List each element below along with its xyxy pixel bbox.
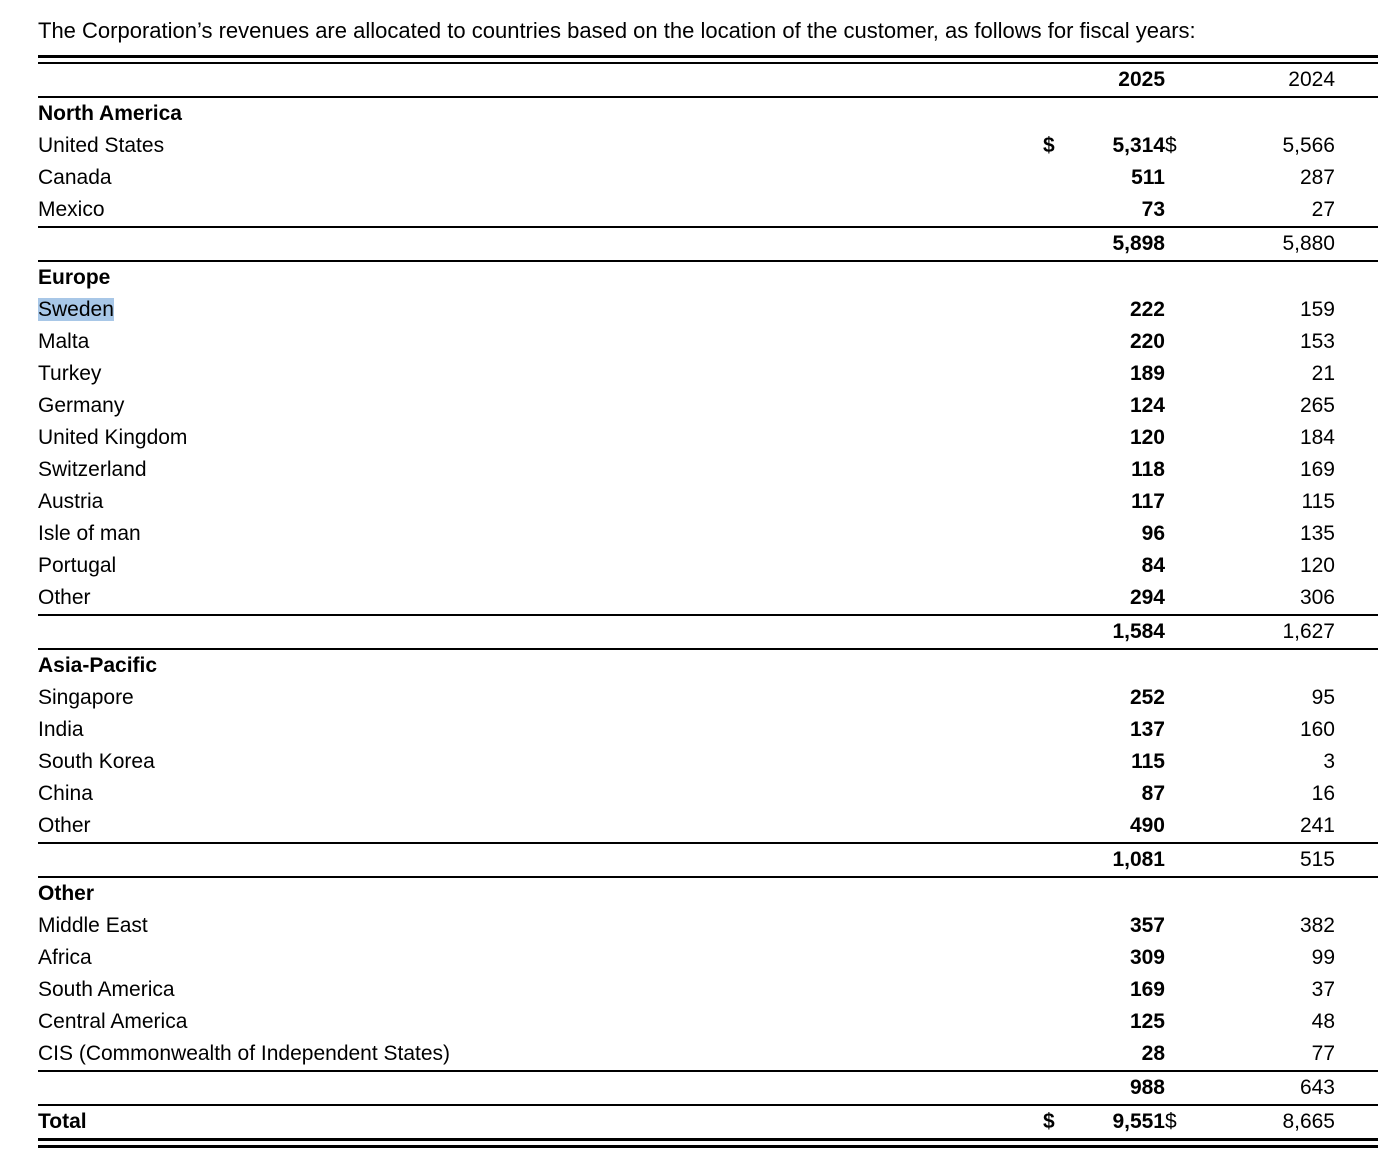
country-label-cell	[38, 1038, 1043, 1071]
subtotal-2024: 1,627	[1255, 615, 1335, 649]
value-2025: 73	[1141, 198, 1165, 221]
dollar-sign-2025	[1043, 582, 1088, 615]
country-name: Mexico	[38, 198, 105, 221]
total-2025: 9,551	[1112, 1110, 1165, 1133]
spacer-cell	[1335, 942, 1378, 974]
table-bottom-double-rule	[38, 1138, 1378, 1148]
spacer-cell	[1043, 615, 1088, 649]
dollar-sign-2025	[1043, 294, 1088, 326]
value-2024: 306	[1299, 586, 1335, 609]
value-2025: 87	[1141, 782, 1165, 805]
spacer-cell	[1165, 97, 1255, 130]
value-2025: 189	[1129, 362, 1165, 385]
spacer-cell	[1165, 877, 1255, 910]
value-2024: 160	[1299, 718, 1335, 741]
value-2024: 27	[1311, 198, 1335, 221]
section-header-row	[38, 261, 1378, 294]
dollar-sign-2025	[1043, 550, 1088, 582]
spacer-cell	[1335, 194, 1378, 227]
value-2025: 118	[1131, 458, 1165, 481]
country-name: Germany	[38, 394, 125, 417]
country-name: CIS (Commonwealth of Independent States)	[38, 1042, 451, 1065]
spacer-cell	[1165, 649, 1255, 682]
value-2024: 265	[1299, 394, 1335, 417]
dollar-sign-2025	[1043, 194, 1088, 227]
dollar-sign-2025	[1043, 162, 1088, 194]
revenue-table-body	[38, 64, 1378, 1138]
dollar-sign-2024	[1165, 974, 1255, 1006]
value-2025: 96	[1141, 522, 1165, 545]
section-header-row	[38, 877, 1378, 910]
country-row	[38, 1006, 1378, 1038]
dollar-sign-2025	[1043, 942, 1088, 974]
value-2025: 357	[1129, 914, 1165, 937]
country-label-cell	[38, 130, 1043, 162]
spacer-cell	[1255, 261, 1335, 294]
country-label-cell	[38, 810, 1043, 843]
country-label-cell	[38, 518, 1043, 550]
value-2025: 169	[1129, 978, 1165, 1001]
dollar-sign-2024	[1165, 582, 1255, 615]
subtotal-2024: 5,880	[1255, 227, 1335, 261]
value-2024: 21	[1311, 362, 1335, 385]
spacer-cell	[1335, 1038, 1378, 1071]
section-title: Asia-Pacific	[38, 654, 158, 677]
subtotal-label-cell	[38, 615, 1043, 649]
value-2024: 120	[1299, 554, 1335, 577]
dollar-sign-2024	[1165, 778, 1255, 810]
spacer-cell	[1255, 97, 1335, 130]
spacer-cell	[1335, 326, 1378, 358]
spacer-cell	[1335, 974, 1378, 1006]
dollar-sign-2025	[1043, 422, 1088, 454]
table-header-row	[38, 64, 1378, 97]
dollar-sign-2024	[1165, 326, 1255, 358]
country-row	[38, 422, 1378, 454]
value-2025: 137	[1129, 718, 1165, 741]
dollar-sign-2024	[1165, 358, 1255, 390]
spacer-cell	[1335, 615, 1378, 649]
dollar-sign-2024	[1165, 454, 1255, 486]
header-spacer-cell	[1335, 64, 1378, 97]
country-label-cell	[38, 942, 1043, 974]
dollar-sign-2024	[1165, 390, 1255, 422]
total-dollar-sign-2024: $	[1165, 1110, 1177, 1133]
country-row	[38, 390, 1378, 422]
country-label-cell	[38, 326, 1043, 358]
header-spacer-cell	[38, 64, 1043, 97]
dollar-sign-2024: $	[1165, 134, 1177, 157]
country-row	[38, 358, 1378, 390]
value-2024: 37	[1311, 978, 1335, 1001]
country-row	[38, 194, 1378, 227]
value-2025: 222	[1129, 298, 1165, 321]
value-2025: 120	[1129, 426, 1165, 449]
dollar-sign-2025	[1043, 910, 1088, 942]
dollar-sign-2025	[1043, 518, 1088, 550]
subtotal-2025: 5,898	[1088, 227, 1165, 261]
value-2024: 48	[1311, 1010, 1335, 1033]
country-name: Portugal	[38, 554, 117, 577]
subtotal-2025: 1,081	[1088, 843, 1165, 877]
spacer-cell	[1335, 162, 1378, 194]
spacer-cell	[1335, 130, 1378, 162]
revenue-by-country-table	[38, 64, 1378, 1138]
subtotal-row	[38, 843, 1378, 877]
subtotal-2024: 643	[1255, 1071, 1335, 1105]
country-label-cell	[38, 582, 1043, 615]
subtotal-label-cell	[38, 227, 1043, 261]
country-label-cell	[38, 550, 1043, 582]
spacer-cell	[1335, 227, 1378, 261]
country-label-cell	[38, 294, 1043, 326]
spacer-cell	[1335, 1071, 1378, 1105]
spacer-cell	[1088, 877, 1165, 910]
country-label-cell	[38, 390, 1043, 422]
highlighted-country-name: Sweden	[38, 298, 114, 321]
country-row	[38, 682, 1378, 714]
country-name: Middle East	[38, 914, 148, 937]
spacer-cell	[1335, 682, 1378, 714]
total-2024: 8,665	[1282, 1110, 1335, 1133]
country-row	[38, 746, 1378, 778]
value-2024: 287	[1299, 166, 1335, 189]
spacer-cell	[1165, 1071, 1255, 1105]
spacer-cell	[1335, 649, 1378, 682]
spacer-cell	[1088, 261, 1165, 294]
spacer-cell	[1043, 1071, 1088, 1105]
country-name: South America	[38, 978, 175, 1001]
country-name: Isle of man	[38, 522, 141, 545]
value-2024: 5,566	[1282, 134, 1335, 157]
country-label-cell	[38, 910, 1043, 942]
total-row	[38, 1105, 1378, 1138]
dollar-sign-2025	[1043, 358, 1088, 390]
country-name: Canada	[38, 166, 112, 189]
value-2024: 382	[1299, 914, 1335, 937]
country-name: Austria	[38, 490, 104, 513]
dollar-sign-2025: $	[1043, 134, 1055, 157]
subtotal-label-cell	[38, 1071, 1043, 1105]
spacer-cell	[1335, 746, 1378, 778]
country-row	[38, 1038, 1378, 1071]
country-name: Other	[38, 586, 91, 609]
country-label-cell	[38, 162, 1043, 194]
country-name: Turkey	[38, 362, 102, 385]
spacer-cell	[1335, 843, 1378, 877]
spacer-cell	[1043, 97, 1088, 130]
country-name: Other	[38, 814, 91, 837]
spacer-cell	[1335, 518, 1378, 550]
country-label-cell	[38, 1006, 1043, 1038]
spacer-cell	[1043, 649, 1088, 682]
spacer-cell	[1335, 910, 1378, 942]
section-header-row	[38, 97, 1378, 130]
dollar-sign-2024	[1165, 422, 1255, 454]
country-row	[38, 550, 1378, 582]
subtotal-label-cell	[38, 843, 1043, 877]
subtotal-row	[38, 1071, 1378, 1105]
value-2025: 220	[1129, 330, 1165, 353]
value-2025: 115	[1131, 750, 1165, 773]
country-row	[38, 942, 1378, 974]
column-header-2024: 2024	[1255, 64, 1335, 97]
spacer-cell	[1255, 649, 1335, 682]
country-row	[38, 454, 1378, 486]
subtotal-2025: 1,584	[1088, 615, 1165, 649]
value-2025: 5,314	[1112, 134, 1165, 157]
spacer-cell	[1335, 390, 1378, 422]
spacer-cell	[1335, 97, 1378, 130]
dollar-sign-2024	[1165, 682, 1255, 714]
value-2024: 3	[1323, 750, 1335, 773]
value-2025: 117	[1131, 490, 1165, 513]
country-name: Singapore	[38, 686, 134, 709]
dollar-sign-2024	[1165, 518, 1255, 550]
spacer-cell	[1165, 615, 1255, 649]
country-row	[38, 518, 1378, 550]
spacer-cell	[1335, 550, 1378, 582]
section-header-row	[38, 649, 1378, 682]
table-top-double-rule	[38, 55, 1378, 64]
spacer-cell	[1335, 778, 1378, 810]
country-label-cell	[38, 422, 1043, 454]
column-header-2025: 2025	[1088, 64, 1165, 97]
country-row	[38, 910, 1378, 942]
dollar-sign-2025	[1043, 454, 1088, 486]
country-name: Switzerland	[38, 458, 147, 481]
country-name: United States	[38, 134, 165, 157]
country-label-cell	[38, 746, 1043, 778]
total-label: Total	[38, 1110, 87, 1133]
header-spacer-cell	[1043, 64, 1088, 97]
value-2024: 169	[1299, 458, 1335, 481]
section-title: Europe	[38, 266, 111, 289]
dollar-sign-2025	[1043, 486, 1088, 518]
value-2025: 28	[1141, 1042, 1165, 1065]
value-2024: 135	[1299, 522, 1335, 545]
dollar-sign-2024	[1165, 746, 1255, 778]
dollar-sign-2025	[1043, 974, 1088, 1006]
spacer-cell	[1043, 843, 1088, 877]
dollar-sign-2024	[1165, 942, 1255, 974]
spacer-cell	[1335, 877, 1378, 910]
spacer-cell	[1043, 261, 1088, 294]
country-row	[38, 486, 1378, 518]
value-2024: 159	[1299, 298, 1335, 321]
dollar-sign-2024	[1165, 910, 1255, 942]
country-row	[38, 130, 1378, 162]
spacer-cell	[1255, 877, 1335, 910]
value-2024: 184	[1299, 426, 1335, 449]
value-2025: 511	[1131, 166, 1165, 189]
dollar-sign-2024	[1165, 162, 1255, 194]
country-label-cell	[38, 974, 1043, 1006]
dollar-sign-2025	[1043, 778, 1088, 810]
value-2025: 125	[1129, 1010, 1165, 1033]
spacer-cell	[1335, 810, 1378, 843]
dollar-sign-2025	[1043, 682, 1088, 714]
spacer-cell	[1335, 261, 1378, 294]
dollar-sign-2025	[1043, 390, 1088, 422]
spacer-cell	[1335, 1006, 1378, 1038]
country-row	[38, 974, 1378, 1006]
country-name: Africa	[38, 946, 92, 969]
value-2025: 294	[1129, 586, 1165, 609]
dollar-sign-2024	[1165, 1038, 1255, 1071]
country-row	[38, 326, 1378, 358]
total-dollar-sign-2025: $	[1043, 1110, 1055, 1133]
section-title: Other	[38, 882, 95, 905]
dollar-sign-2025	[1043, 326, 1088, 358]
spacer-cell	[1335, 358, 1378, 390]
spacer-cell	[1335, 486, 1378, 518]
country-label-cell	[38, 682, 1043, 714]
value-2024: 99	[1311, 946, 1335, 969]
country-label-cell	[38, 778, 1043, 810]
value-2024: 16	[1311, 782, 1335, 805]
value-2024: 95	[1311, 686, 1335, 709]
dollar-sign-2024	[1165, 714, 1255, 746]
dollar-sign-2024	[1165, 550, 1255, 582]
country-label-cell	[38, 486, 1043, 518]
subtotal-row	[38, 227, 1378, 261]
country-name: United Kingdom	[38, 426, 188, 449]
spacer-cell	[1043, 877, 1088, 910]
spacer-cell	[1088, 649, 1165, 682]
country-name: Malta	[38, 330, 90, 353]
spacer-cell	[1165, 227, 1255, 261]
value-2024: 77	[1311, 1042, 1335, 1065]
dollar-sign-2024	[1165, 294, 1255, 326]
subtotal-2025: 988	[1088, 1071, 1165, 1105]
value-2024: 153	[1299, 330, 1335, 353]
country-name: China	[38, 782, 93, 805]
dollar-sign-2025	[1043, 746, 1088, 778]
spacer-cell	[1165, 843, 1255, 877]
value-2024: 115	[1301, 490, 1335, 513]
country-row	[38, 162, 1378, 194]
country-row	[38, 714, 1378, 746]
spacer-cell	[1088, 97, 1165, 130]
dollar-sign-2025	[1043, 1006, 1088, 1038]
spacer-cell	[1165, 261, 1255, 294]
subtotal-row	[38, 615, 1378, 649]
spacer-cell	[1335, 454, 1378, 486]
dollar-sign-2025	[1043, 1038, 1088, 1071]
dollar-sign-2025	[1043, 810, 1088, 843]
subtotal-2024: 515	[1255, 843, 1335, 877]
country-row	[38, 294, 1378, 326]
dollar-sign-2024	[1165, 1006, 1255, 1038]
country-label-cell	[38, 714, 1043, 746]
country-row	[38, 778, 1378, 810]
value-2025: 124	[1129, 394, 1165, 417]
country-label-cell	[38, 358, 1043, 390]
header-spacer-cell	[1165, 64, 1255, 97]
country-row	[38, 810, 1378, 843]
spacer-cell	[1335, 714, 1378, 746]
dollar-sign-2024	[1165, 486, 1255, 518]
country-row	[38, 582, 1378, 615]
dollar-sign-2024	[1165, 194, 1255, 227]
value-2025: 490	[1129, 814, 1165, 837]
country-name: South Korea	[38, 750, 155, 773]
country-name: India	[38, 718, 84, 741]
dollar-sign-2024	[1165, 810, 1255, 843]
country-label-cell	[38, 454, 1043, 486]
intro-paragraph: The Corporation’s revenues are allocated to countries based on the location of the customer, as follows for fiscal years:	[38, 18, 1196, 43]
dollar-sign-2025	[1043, 714, 1088, 746]
spacer-cell	[1335, 422, 1378, 454]
country-name: Central America	[38, 1010, 188, 1033]
section-title: North America	[38, 102, 182, 125]
spacer-cell	[1043, 227, 1088, 261]
value-2025: 84	[1141, 554, 1165, 577]
spacer-cell	[1335, 294, 1378, 326]
spacer-cell	[1335, 582, 1378, 615]
value-2025: 309	[1129, 946, 1165, 969]
country-label-cell	[38, 194, 1043, 227]
value-2025: 252	[1129, 686, 1165, 709]
value-2024: 241	[1299, 814, 1335, 837]
spacer-cell	[1335, 1105, 1378, 1138]
